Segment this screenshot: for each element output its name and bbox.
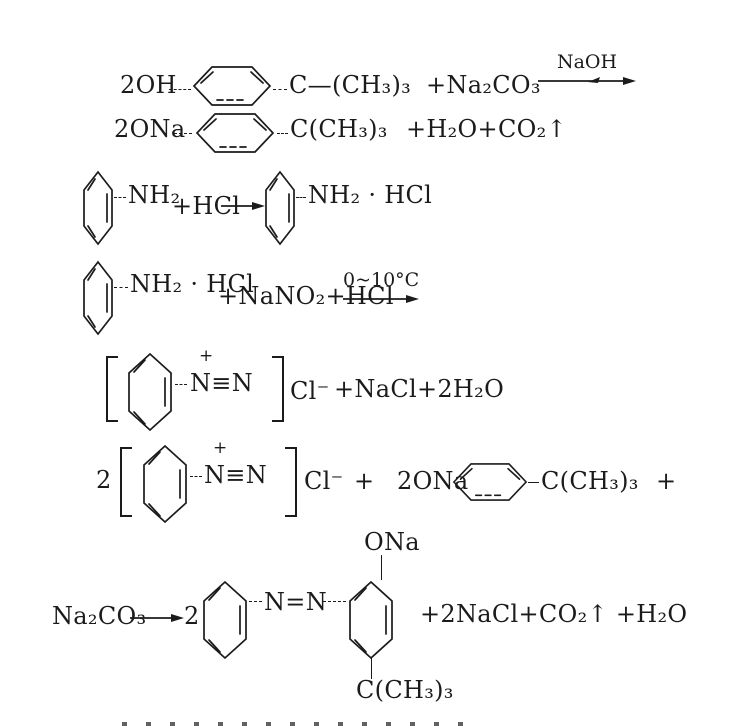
eq1-tert-butyl: C—(CH₃)₃	[289, 71, 412, 99]
eq6-coefficient-phenolate: 2ONa	[397, 467, 469, 495]
bond-vertical	[381, 555, 382, 580]
bond	[190, 476, 202, 477]
left-bracket	[106, 356, 118, 422]
eq3-amine: NH₂	[128, 181, 181, 209]
benzene-ring	[127, 352, 173, 432]
bond	[175, 384, 187, 385]
right-bracket	[285, 447, 297, 517]
benzene-ring	[192, 63, 272, 109]
bond	[528, 482, 539, 483]
eq5-counterion: Cl⁻	[290, 377, 330, 405]
eq6-diazonium: N≡N	[204, 461, 268, 489]
eq2-products: +H₂O+CO₂↑	[406, 115, 567, 143]
reaction-arrow-temperature	[343, 270, 419, 304]
benzene-ring	[264, 170, 296, 246]
reaction-arrow	[130, 612, 184, 624]
eq6-charge: +	[213, 438, 228, 458]
benzene-ring	[452, 459, 528, 505]
eq1-arrow-label: NaOH	[556, 51, 618, 73]
cropped-text-fragments	[122, 722, 474, 726]
eq7-reagent: Na₂CO₃	[52, 602, 147, 630]
bond	[323, 601, 346, 602]
reaction-arrow-naoh	[538, 52, 636, 86]
eq5-charge: +	[199, 346, 214, 366]
bond	[169, 89, 191, 90]
benzene-ring	[82, 170, 114, 246]
left-bracket	[120, 447, 132, 517]
eq7-azo-group: N=N	[264, 588, 328, 616]
eq4-salt: NH₂ · HCl	[130, 270, 255, 298]
reaction-arrow	[221, 200, 265, 212]
bond	[296, 197, 306, 198]
benzene-ring	[82, 260, 114, 336]
eq2-coefficient-phenolate: 2ONa	[114, 115, 186, 143]
benzene-ring	[142, 444, 188, 524]
right-bracket	[272, 356, 284, 422]
bond	[114, 287, 128, 288]
eq7-coefficient: 2	[184, 602, 200, 630]
eq1-coefficient-phenol: 2OH	[120, 71, 177, 99]
eq7-ona-substituent: ONa	[364, 528, 420, 556]
eq5-products: +NaCl+2H₂O	[334, 375, 505, 403]
eq7-products: +2NaCl+CO₂↑ +H₂O	[420, 600, 688, 628]
bond	[273, 89, 287, 90]
eq6-tert-butyl: C(CH₃)₃	[541, 467, 639, 495]
eq6-counterion: Cl⁻	[304, 467, 344, 495]
bond	[249, 601, 262, 602]
benzene-ring	[348, 580, 394, 660]
eq4-reagents: +NaNO₂+HCl	[218, 282, 394, 310]
eq1-reagent: +Na₂CO₃	[426, 71, 541, 99]
eq6-plus: +	[354, 467, 375, 495]
bond	[114, 197, 126, 198]
eq3-reagent: +HCl	[172, 192, 241, 220]
eq4-arrow-label: 0~10°C	[343, 269, 420, 291]
eq6-coefficient: 2	[96, 466, 112, 494]
bond	[277, 133, 288, 134]
eq6-trailing-plus: +	[656, 467, 677, 495]
benzene-ring	[202, 580, 248, 660]
eq2-tert-butyl: C(CH₃)₃	[290, 115, 388, 143]
eq5-diazonium: N≡N	[190, 369, 254, 397]
eq3-product: NH₂ · HCl	[308, 181, 433, 209]
eq7-tert-butyl-substituent: C(CH₃)₃	[356, 676, 454, 704]
bond	[174, 133, 192, 134]
benzene-ring	[193, 110, 277, 156]
